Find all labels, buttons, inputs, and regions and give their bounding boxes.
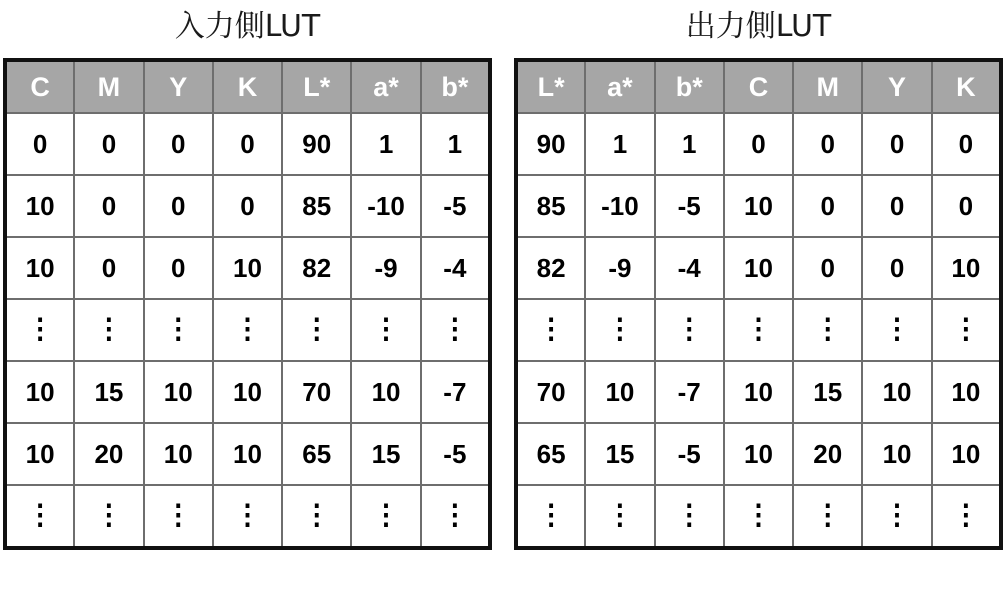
table-cell: 82	[282, 237, 351, 299]
table-row	[5, 423, 490, 485]
vertical-ellipsis-icon: ⋮	[26, 313, 55, 344]
table-cell-ellipsis	[516, 485, 585, 548]
table-cell: 82	[516, 237, 585, 299]
vertical-ellipsis-icon: ⋮	[813, 499, 842, 530]
table-row-ellipsis	[516, 299, 1001, 361]
table-row	[516, 423, 1001, 485]
table-cell: 10	[144, 423, 213, 485]
table-cell: 20	[793, 423, 862, 485]
table-row	[5, 175, 490, 237]
table-cell: -5	[421, 423, 490, 485]
vertical-ellipsis-icon: ⋮	[813, 313, 842, 344]
vertical-ellipsis-icon: ⋮	[26, 499, 55, 530]
table-cell: 85	[516, 175, 585, 237]
table-cell-ellipsis	[516, 299, 585, 361]
table-cell: 90	[516, 113, 585, 175]
table-cell: 0	[74, 113, 143, 175]
table-cell: 10	[932, 237, 1001, 299]
vertical-ellipsis-icon: ⋮	[537, 499, 566, 530]
vertical-ellipsis-icon: ⋮	[744, 313, 773, 344]
table-cell-ellipsis	[144, 299, 213, 361]
table-cell: 0	[862, 113, 931, 175]
table-cell: 1	[421, 113, 490, 175]
table-cell-ellipsis	[655, 485, 724, 548]
table-cell: 10	[724, 237, 793, 299]
table-cell: 10	[932, 423, 1001, 485]
table-cell: -9	[351, 237, 420, 299]
table-cell: 10	[862, 361, 931, 423]
table-cell-ellipsis	[793, 485, 862, 548]
table-cell-ellipsis	[74, 485, 143, 548]
table-cell-ellipsis	[862, 485, 931, 548]
table-cell: 70	[282, 361, 351, 423]
table-cell: -4	[655, 237, 724, 299]
table-cell: 70	[516, 361, 585, 423]
table-row-ellipsis	[516, 485, 1001, 548]
vertical-ellipsis-icon: ⋮	[233, 499, 262, 530]
table-cell-ellipsis	[5, 299, 74, 361]
table-cell-ellipsis	[144, 485, 213, 548]
column-header: C	[724, 60, 793, 113]
column-header: Y	[144, 60, 213, 113]
lut-table-output	[514, 58, 1003, 550]
table-cell: 0	[74, 237, 143, 299]
table-cell: -10	[351, 175, 420, 237]
column-header: M	[74, 60, 143, 113]
vertical-ellipsis-icon: ⋮	[537, 313, 566, 344]
vertical-ellipsis-icon: ⋮	[164, 313, 193, 344]
table-cell: 10	[213, 423, 282, 485]
vertical-ellipsis-icon: ⋮	[951, 499, 980, 530]
table-cell: 1	[655, 113, 724, 175]
table-cell: 0	[724, 113, 793, 175]
table-cell: 0	[932, 113, 1001, 175]
vertical-ellipsis-icon: ⋮	[302, 499, 331, 530]
table-cell-ellipsis	[351, 299, 420, 361]
table-cell-ellipsis	[282, 485, 351, 548]
table-cell: 10	[724, 361, 793, 423]
table-cell: -4	[421, 237, 490, 299]
vertical-ellipsis-icon: ⋮	[372, 313, 401, 344]
table-cell-ellipsis	[585, 299, 654, 361]
column-header: M	[793, 60, 862, 113]
column-header: b*	[421, 60, 490, 113]
vertical-ellipsis-icon: ⋮	[94, 499, 123, 530]
table-cell: 10	[585, 361, 654, 423]
table-cell: 10	[724, 175, 793, 237]
table-cell: 85	[282, 175, 351, 237]
table-cell-ellipsis	[213, 299, 282, 361]
table-cell-ellipsis	[585, 485, 654, 548]
table-cell: -5	[655, 423, 724, 485]
table-cell-ellipsis	[421, 299, 490, 361]
column-header: a*	[585, 60, 654, 113]
vertical-ellipsis-icon: ⋮	[675, 499, 704, 530]
table-cell: 1	[351, 113, 420, 175]
table-cell: 65	[516, 423, 585, 485]
table-cell-ellipsis	[5, 485, 74, 548]
table-cell: 10	[932, 361, 1001, 423]
vertical-ellipsis-icon: ⋮	[744, 499, 773, 530]
table-header-row	[5, 60, 490, 113]
lut-panel-output	[514, 0, 1003, 550]
table-cell-ellipsis	[724, 485, 793, 548]
column-header: L*	[282, 60, 351, 113]
column-header: L*	[516, 60, 585, 113]
vertical-ellipsis-icon: ⋮	[94, 313, 123, 344]
vertical-ellipsis-icon: ⋮	[164, 499, 193, 530]
column-header: b*	[655, 60, 724, 113]
table-row-ellipsis	[5, 299, 490, 361]
vertical-ellipsis-icon: ⋮	[605, 499, 634, 530]
column-header: Y	[862, 60, 931, 113]
table-cell-ellipsis	[282, 299, 351, 361]
table-cell: 0	[793, 175, 862, 237]
table-cell: 0	[5, 113, 74, 175]
table-row	[5, 237, 490, 299]
table-cell: 10	[5, 423, 74, 485]
vertical-ellipsis-icon: ⋮	[675, 313, 704, 344]
column-header: a*	[351, 60, 420, 113]
table-row	[516, 237, 1001, 299]
table-cell: 65	[282, 423, 351, 485]
lut-table-input	[3, 58, 492, 550]
column-header: K	[932, 60, 1001, 113]
table-cell: -7	[421, 361, 490, 423]
vertical-ellipsis-icon: ⋮	[883, 499, 912, 530]
table-cell: 1	[585, 113, 654, 175]
table-cell-ellipsis	[724, 299, 793, 361]
panel-title-input: 入力側LUT	[174, 9, 321, 44]
table-cell: 10	[862, 423, 931, 485]
table-cell: 0	[862, 175, 931, 237]
table-cell: 0	[213, 113, 282, 175]
table-row-ellipsis	[5, 485, 490, 548]
panel-title-output: 出力側LUT	[685, 9, 832, 44]
table-cell: 0	[793, 113, 862, 175]
table-cell: 10	[213, 361, 282, 423]
table-cell: 15	[351, 423, 420, 485]
table-cell: 10	[5, 361, 74, 423]
table-cell: 0	[793, 237, 862, 299]
table-cell: 10	[351, 361, 420, 423]
table-cell: 0	[144, 113, 213, 175]
table-cell-ellipsis	[351, 485, 420, 548]
column-header: C	[5, 60, 74, 113]
table-cell: 10	[5, 175, 74, 237]
table-row	[516, 361, 1001, 423]
table-row	[516, 175, 1001, 237]
table-cell: -10	[585, 175, 654, 237]
table-cell: 10	[144, 361, 213, 423]
table-cell: 0	[213, 175, 282, 237]
table-cell: 15	[585, 423, 654, 485]
lut-panel-input	[3, 0, 492, 550]
table-row	[5, 361, 490, 423]
table-cell-ellipsis	[74, 299, 143, 361]
table-cell: 0	[932, 175, 1001, 237]
table-cell-ellipsis	[655, 299, 724, 361]
table-cell: -9	[585, 237, 654, 299]
table-cell: 15	[793, 361, 862, 423]
vertical-ellipsis-icon: ⋮	[883, 313, 912, 344]
table-cell-ellipsis	[932, 299, 1001, 361]
table-header-row	[516, 60, 1001, 113]
table-cell-ellipsis	[213, 485, 282, 548]
vertical-ellipsis-icon: ⋮	[951, 313, 980, 344]
table-cell-ellipsis	[793, 299, 862, 361]
vertical-ellipsis-icon: ⋮	[302, 313, 331, 344]
table-cell: -5	[421, 175, 490, 237]
table-cell: 10	[724, 423, 793, 485]
table-cell: 10	[213, 237, 282, 299]
table-cell: 20	[74, 423, 143, 485]
table-cell: 0	[74, 175, 143, 237]
table-cell: 90	[282, 113, 351, 175]
vertical-ellipsis-icon: ⋮	[440, 499, 469, 530]
table-row	[516, 113, 1001, 175]
vertical-ellipsis-icon: ⋮	[605, 313, 634, 344]
column-header: K	[213, 60, 282, 113]
table-cell: -5	[655, 175, 724, 237]
table-cell: 15	[74, 361, 143, 423]
table-cell: 0	[144, 237, 213, 299]
table-cell: 10	[5, 237, 74, 299]
table-cell: 0	[144, 175, 213, 237]
table-cell: 0	[862, 237, 931, 299]
table-cell-ellipsis	[421, 485, 490, 548]
vertical-ellipsis-icon: ⋮	[440, 313, 469, 344]
table-cell-ellipsis	[932, 485, 1001, 548]
vertical-ellipsis-icon: ⋮	[233, 313, 262, 344]
table-row	[5, 113, 490, 175]
vertical-ellipsis-icon: ⋮	[372, 499, 401, 530]
table-cell: -7	[655, 361, 724, 423]
table-cell-ellipsis	[862, 299, 931, 361]
